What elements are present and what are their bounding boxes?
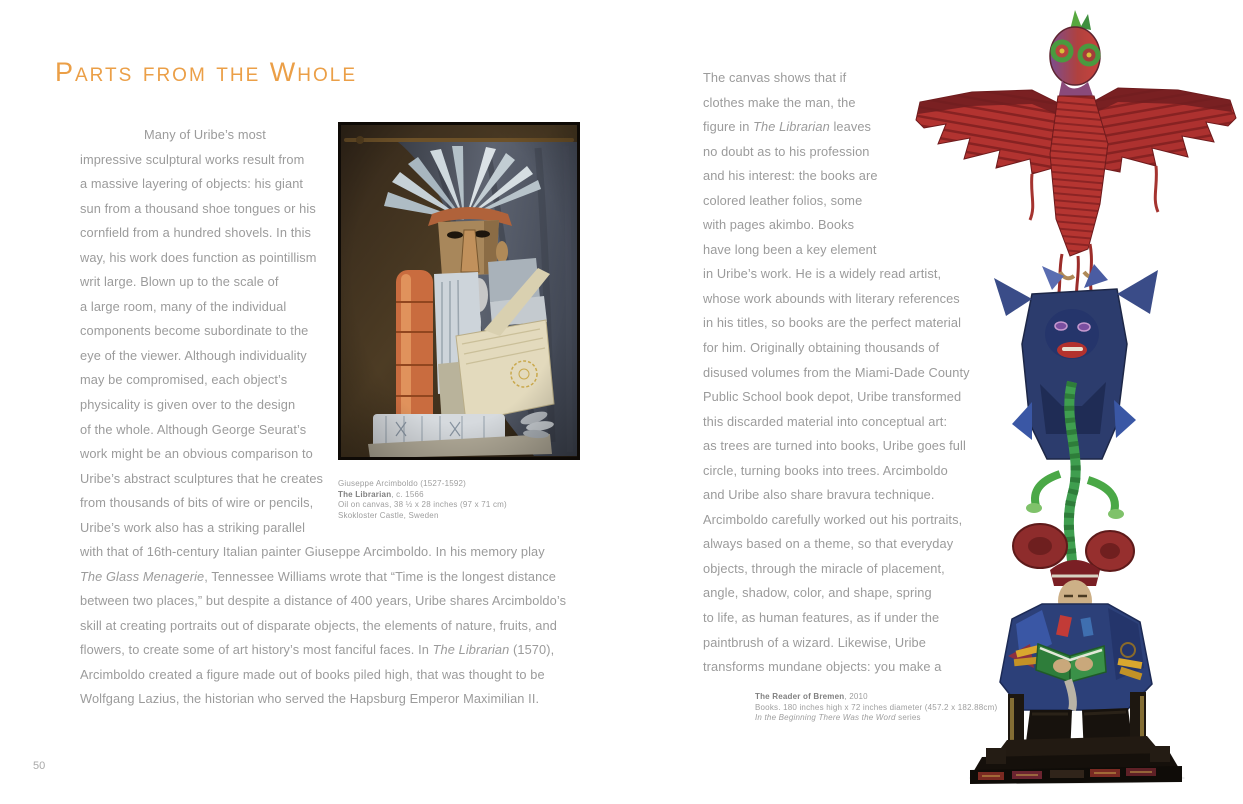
text-line — [338, 511, 507, 522]
text-segment: no doubt as to his profession — [703, 143, 870, 159]
text-line — [80, 614, 640, 639]
reader-sculpture — [912, 4, 1243, 786]
text-segment: a large room, many of the individual — [80, 298, 287, 314]
text-segment: Arcimboldo created a figure made out of books piled high, that was thought to be — [80, 666, 545, 682]
text-segment: figure in — [703, 119, 754, 135]
text-segment: whose work abounds with literary references — [703, 290, 960, 306]
text-line — [80, 246, 350, 271]
text-segment: in his titles, so books are the perfect material — [703, 315, 962, 331]
text-segment: and his interest: the books are — [703, 168, 878, 184]
text-segment: always based on a theme, so that everyday — [703, 536, 954, 552]
text-segment: skill at creating portraits out of disparate objects, the elements of nature, fruits, and — [80, 617, 557, 633]
text-line — [338, 500, 507, 511]
text-segment: The Librarian — [338, 489, 392, 499]
text-segment: Skokloster Castle, Sweden — [338, 510, 439, 520]
text-segment: Many of Uribe’s most — [144, 127, 266, 142]
text-line — [80, 687, 640, 712]
text-segment: clothes make the man, the — [703, 94, 856, 110]
seated-reader — [1000, 560, 1152, 758]
text-segment: Public School book depot, Uribe transformed — [703, 389, 962, 405]
text-segment: for him. Originally obtaining thousands of — [703, 340, 940, 356]
text-line — [80, 344, 350, 369]
text-segment: , c. 1566 — [391, 489, 424, 499]
text-line — [338, 490, 507, 501]
text-segment: with that of 16th-century Italian painter Giuseppe Arcimboldo. In his memory play — [80, 544, 545, 559]
text-segment: leaves — [829, 119, 872, 135]
text-segment: to life, as human features, as if under the — [703, 610, 940, 626]
text-line — [338, 479, 507, 490]
text-line — [80, 516, 350, 541]
text-segment: Giuseppe Arcimboldo (1527-1592) — [338, 479, 467, 488]
text-segment: have long been a key element — [703, 241, 877, 257]
text-segment: series — [895, 713, 921, 723]
text-segment: (1570), — [509, 642, 555, 658]
text-segment: angle, shadow, color, and shape, spring — [703, 585, 932, 601]
text-line — [80, 221, 350, 246]
text-segment: transforms mundane objects: you make a — [703, 659, 942, 675]
text-segment: Oil on canvas, 38 ½ x 28 inches (97 x 71 cm) — [338, 500, 507, 510]
text-segment: work might be an obvious comparison to — [80, 446, 313, 462]
bird — [916, 10, 1236, 304]
librarian-painting — [338, 122, 580, 460]
text-segment: as trees are turned into books, Uribe goes full — [703, 438, 966, 454]
librarian-caption — [338, 479, 507, 521]
text-segment: Books. 180 inches high x 72 inches diameter (457.2 x 182.88cm) — [755, 702, 998, 712]
text-line — [80, 565, 640, 590]
text-line — [80, 148, 350, 173]
text-line — [80, 467, 350, 492]
text-segment: cornfield from a hundred shovels. In this — [80, 225, 312, 241]
text-segment: a massive layering of objects: his giant — [80, 176, 304, 192]
text-line — [80, 295, 350, 320]
text-segment: flowers, to create some of art history’s most fanciful faces. In — [80, 642, 433, 658]
text-segment: with pages akimbo. Books — [703, 217, 855, 233]
text-segment: The Librarian — [753, 119, 830, 135]
book-base — [969, 736, 1185, 784]
text-segment: Wolfgang Lazius, the historian who served the Hapsburg Emperor Maximilian II. — [80, 691, 540, 707]
text-segment: writ large. Blown up to the scale of — [80, 274, 279, 290]
left-column-wide-text — [80, 540, 640, 712]
text-line — [80, 638, 640, 663]
text-line — [80, 270, 350, 295]
text-segment: colored leather folios, some — [703, 192, 863, 208]
text-line — [80, 368, 350, 393]
text-line — [80, 197, 350, 222]
text-line — [80, 393, 350, 418]
reader-sculpture-image — [912, 4, 1243, 786]
text-segment: objects, through the miracle of placement, — [703, 560, 945, 576]
text-segment: disused volumes from the Miami-Dade County — [703, 364, 970, 380]
text-segment: of the whole. Although George Seurat’s — [80, 421, 307, 437]
text-line — [80, 418, 350, 443]
text-segment: The canvas shows that if — [703, 70, 847, 85]
text-line — [80, 172, 350, 197]
text-segment: Uribe’s work also has a striking parallel — [80, 519, 306, 535]
text-line — [80, 589, 640, 614]
text-segment: Uribe’s abstract sculptures that he creates — [80, 470, 324, 486]
text-line — [80, 491, 350, 516]
text-segment: in Uribe’s work. He is a widely read artist, — [703, 266, 942, 282]
text-segment: components become subordinate to the — [80, 323, 309, 339]
text-segment: circle, turning books into trees. Arcimboldo — [703, 462, 948, 478]
text-segment: physicality is given over to the design — [80, 397, 296, 413]
text-segment: and Uribe also share bravura technique. — [703, 487, 935, 503]
text-segment: this discarded material into conceptual art: — [703, 413, 948, 429]
text-segment: , 2010 — [844, 692, 868, 701]
text-segment: eye of the viewer. Although individuality — [80, 347, 307, 363]
text-segment: In the Beginning There Was the Word — [755, 713, 896, 723]
text-line — [80, 319, 350, 344]
text-segment: from thousands of bits of wire or pencils, — [80, 495, 314, 511]
text-line — [80, 123, 350, 148]
text-line — [80, 663, 640, 688]
text-segment: paintbrush of a wizard. Likewise, Uribe — [703, 634, 926, 650]
text-segment: , Tennessee Williams wrote that “Time is the longest distance — [204, 568, 557, 584]
page-title: Parts from the Whole — [55, 57, 357, 87]
text-line — [80, 540, 640, 565]
text-segment: sun from a thousand shoe tongues or his — [80, 200, 316, 216]
text-segment: The Glass Menagerie — [80, 568, 205, 584]
text-segment: The Reader of Bremen — [755, 692, 845, 701]
text-line — [80, 442, 350, 467]
text-segment: way, his work does function as pointillism — [80, 249, 317, 265]
text-segment: Arcimboldo carefully worked out his portraits, — [703, 511, 963, 527]
text-segment: impressive sculptural works result from — [80, 151, 305, 167]
page-number: 50 — [33, 760, 46, 772]
left-column-text — [80, 123, 350, 540]
librarian-painting-image — [338, 122, 580, 460]
text-segment: may be compromised, each object’s — [80, 372, 288, 388]
text-segment: between two places,” but despite a distance of 400 years, Uribe shares Arcimboldo’s — [80, 593, 567, 609]
text-segment: The Librarian — [432, 642, 510, 658]
